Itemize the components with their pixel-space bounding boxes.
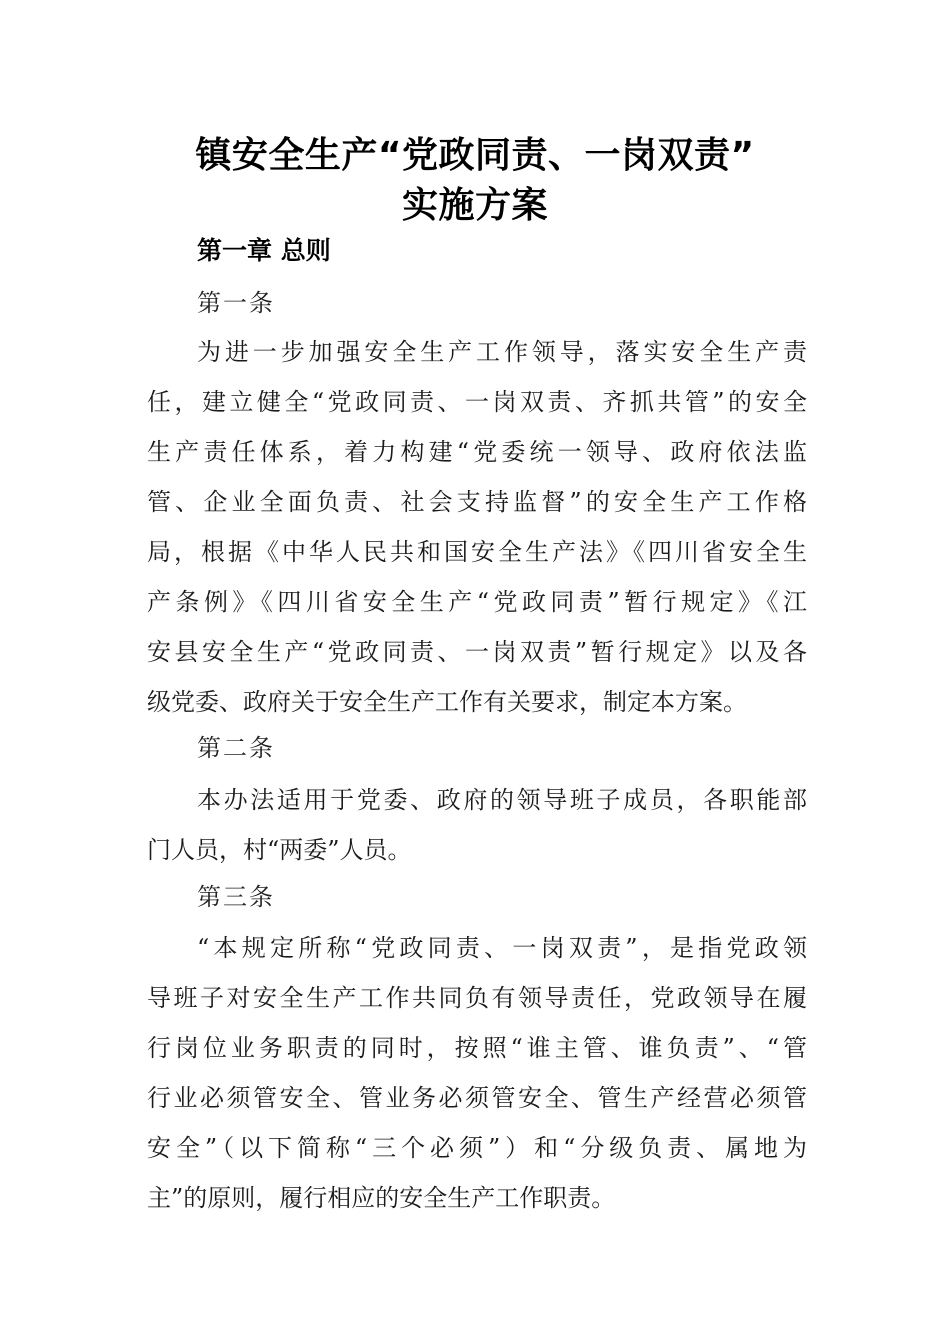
- text-line: 为进一步加强安全生产工作领导，落实安全生产责: [197, 338, 807, 366]
- article-2-label: 第二条: [197, 734, 275, 762]
- text-line: 行岗位业务职责的同时，按照“谁主管、谁负责”、“管: [147, 1034, 807, 1062]
- article-2-body: [147, 775, 807, 875]
- text-line: 任，建立健全“党政同责、一岗双责、齐抓共管”的安全: [147, 388, 807, 416]
- document-title-line-2: 实施方案: [401, 185, 548, 226]
- text-line: 生产责任体系，着力构建“党委统一领导、政府依法监: [147, 438, 807, 466]
- text-line: 门人员，村“两委”人员。: [147, 836, 412, 864]
- text-line: 主”的原则，履行相应的安全生产工作职责。: [147, 1184, 616, 1212]
- chapter-heading: 第一章 总则: [197, 236, 331, 265]
- text-line: 管、企业全面负责、社会支持监督”的安全生产工作格: [147, 488, 807, 516]
- text-line: 安全”（以下简称“三个必须”）和“分级负责、属地为: [147, 1134, 807, 1162]
- article-1-body: [147, 327, 807, 727]
- article-1-label: 第一条: [197, 289, 275, 317]
- text-line: “本规定所称“党政同责、一岗双责”，是指党政领: [197, 934, 807, 962]
- text-line: 产条例》《四川省安全生产“党政同责”暂行规定》《江: [147, 588, 807, 616]
- text-line: 级党委、政府关于安全生产工作有关要求，制定本方案。: [147, 688, 747, 716]
- article-3-label: 第三条: [197, 883, 275, 911]
- text-line: 本办法适用于党委、政府的领导班子成员，各职能部: [197, 786, 807, 814]
- text-line: 导班子对安全生产工作共同负有领导责任，党政领导在履: [147, 984, 807, 1012]
- text-line: 行业必须管安全、管业务必须管安全、管生产经营必须管: [147, 1084, 807, 1112]
- text-line: 安县安全生产“党政同责、一岗双责”暂行规定》以及各: [147, 638, 807, 666]
- text-line: 局，根据《中华人民共和国安全生产法》《四川省安全生: [147, 538, 807, 566]
- document-title-line-1: 镇安全生产“党政同责、一岗双责”: [195, 135, 755, 176]
- article-3-body: [147, 923, 807, 1223]
